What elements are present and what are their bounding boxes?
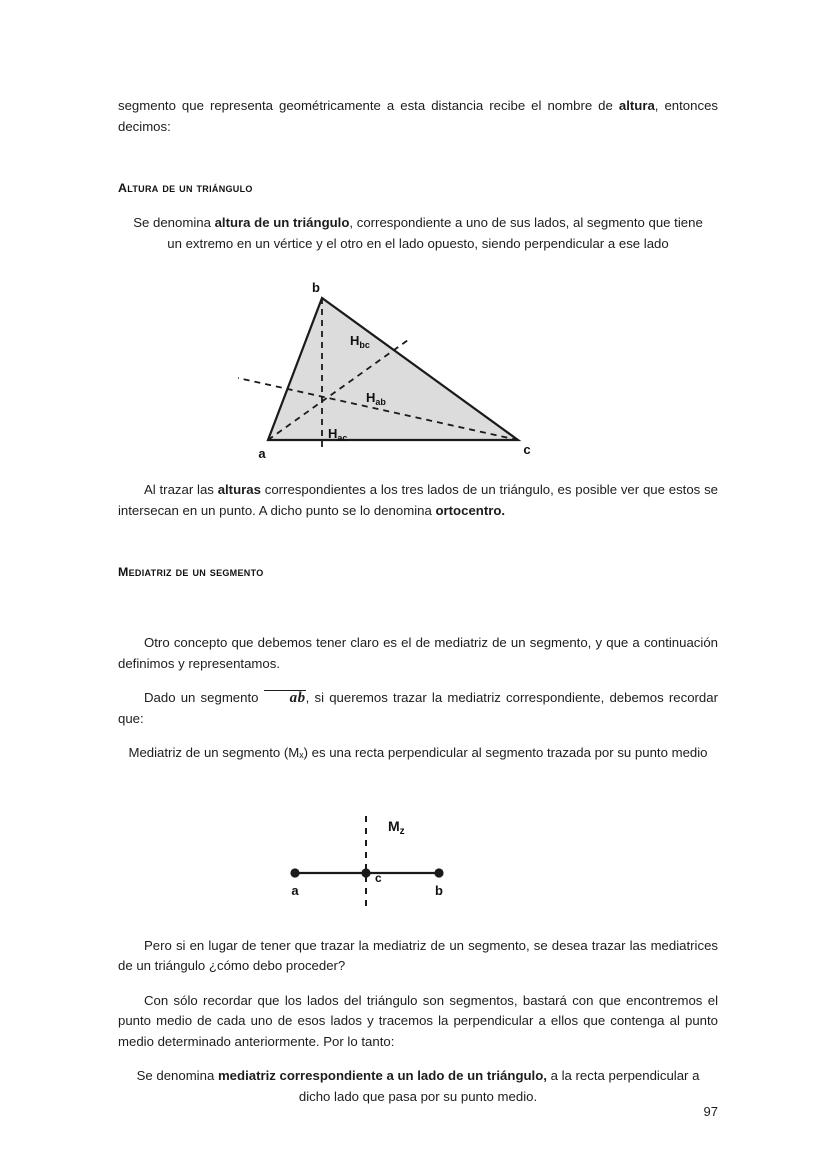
dado-segmento-part1: Dado un segmento — [144, 690, 264, 705]
spacer — [118, 1052, 718, 1066]
page-number: 97 — [703, 1104, 718, 1119]
spacer — [118, 674, 718, 688]
ortocentro-paragraph — [118, 480, 718, 521]
definition-altura-text — [128, 213, 708, 254]
spacer — [118, 918, 718, 936]
mediatriz-point-c-label: c — [375, 870, 382, 885]
spacer — [118, 521, 718, 565]
def-med-lado-bold: mediatriz correspondiente a un lado de un triángulo, — [217, 1068, 547, 1083]
triangle-vertex-a-label: a — [258, 446, 266, 461]
spacer — [118, 579, 718, 633]
heading-altura-de-un-triangulo: Altura de un triángulo — [118, 181, 253, 195]
intro-bold-altura: altura — [618, 98, 655, 113]
definition-mediatriz-block — [128, 743, 708, 764]
hac-main: H — [328, 426, 338, 441]
spacer — [118, 195, 718, 213]
def-altura-part1: Se denomina — [133, 215, 215, 230]
definition-altura-block — [128, 213, 708, 254]
point-b-dot — [434, 868, 443, 877]
dado-segmento-part2: , si queremos trazar la mediatriz correspondiente, debemos recordar que: — [118, 690, 718, 726]
hab-sub: ab — [375, 397, 386, 407]
hab-main: H — [366, 390, 376, 405]
intro-text-part2: , entonces decimos: — [118, 98, 718, 134]
def-altura-part2: , correspondiente a uno de sus lados, al segmento que tiene un extremo en un vértice y el otro en el lado opuesto, siendo perpendicular a ese lado — [167, 215, 703, 251]
mediatriz-figure — [118, 798, 718, 918]
triangle-vertex-b-label: b — [312, 280, 320, 295]
hbc-main: H — [350, 333, 360, 348]
triangle-svg — [118, 280, 718, 465]
definition-mediatriz-lado-block — [128, 1066, 708, 1107]
ortocentro-bold-ortocentro: ortocentro. — [435, 502, 506, 518]
triangle-shape — [268, 298, 518, 440]
hbc-sub: bc — [359, 340, 370, 350]
spacer — [118, 137, 718, 181]
point-c-dot — [361, 868, 370, 877]
mediatriz-point-b-label: b — [435, 882, 443, 898]
heading-mediatriz-de-un-segmento: Mediatriz de un segmento — [118, 565, 264, 579]
triangle-figure — [118, 280, 718, 470]
mediatriz-svg — [118, 798, 718, 913]
mz-main: M — [388, 817, 400, 834]
spacer — [118, 729, 718, 743]
pero-si-paragraph: Pero si en lugar de tener que trazar la mediatriz de un segmento, se desea trazar las mediatrices de un triángulo ¿cómo debo proceder? — [118, 937, 718, 973]
mz-sub: z — [399, 825, 405, 837]
spacer — [118, 470, 718, 480]
con-solo-paragraph: Con sólo recordar que los lados del triángulo son segmentos, bastará con que encontremos el punto medio de cada uno de esos lados y tracemos la perpendicular a ellos que contenga al punto medio determinado anteriormente. Por lo tanto: — [118, 992, 718, 1049]
triangle-vertex-c-label: c — [523, 442, 531, 457]
intro-text-part1: segmento que representa geométricamente a esta distancia recibe el nombre de — [118, 98, 619, 113]
definition-mediatriz-text: Mediatriz de un segmento (Mₓ) es una recta perpendicular al segmento trazada por su punto medio — [128, 745, 708, 760]
ortocentro-part1: Al trazar las — [144, 482, 218, 497]
segment-ab-notation: ab — [264, 690, 306, 706]
hac-sub: ac — [337, 433, 348, 443]
definition-mediatriz-lado-text — [128, 1066, 708, 1107]
ortocentro-part2: correspondientes a los tres lados de un triángulo, es posible ver que estos se intersecan en un punto. A dicho punto se lo denomina — [118, 482, 718, 518]
intro-paragraph — [118, 96, 718, 137]
point-a-dot — [290, 868, 299, 877]
dado-un-segmento-paragraph — [118, 688, 718, 729]
ortocentro-bold-alturas: alturas — [217, 482, 261, 497]
spacer — [118, 977, 718, 991]
def-med-lado-part2: a la recta perpendicular a dicho lado que pasa por su punto medio. — [298, 1068, 700, 1104]
mediatriz-mz-label — [388, 818, 405, 837]
def-med-lado-part1: Se denomina — [136, 1068, 218, 1083]
spacer — [118, 764, 718, 798]
mediatriz-point-a-label: a — [291, 882, 299, 898]
def-altura-bold: altura de un triángulo — [214, 215, 350, 230]
spacer — [118, 254, 718, 280]
otro-concepto-paragraph: Otro concepto que debemos tener claro es el de mediatriz de un segmento, y que a continuación definimos y representamos. — [118, 635, 718, 671]
